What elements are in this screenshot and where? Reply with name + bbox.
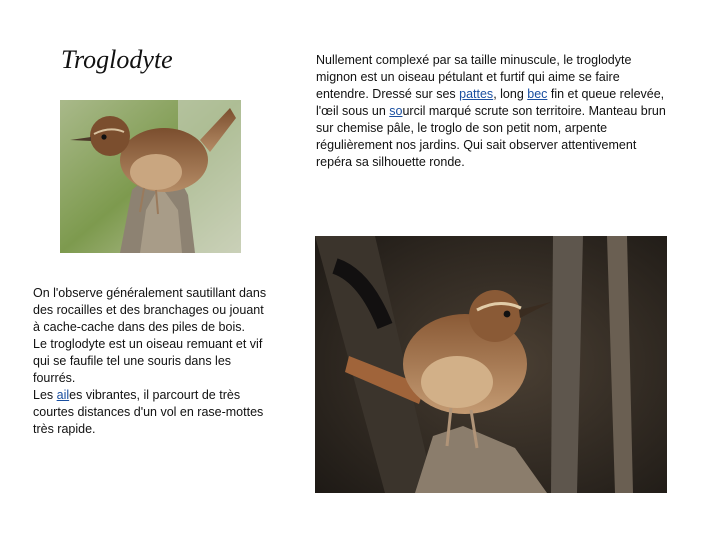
right-paragraph (316, 52, 666, 171)
left-description (33, 285, 273, 438)
wren-photo-large (315, 236, 667, 493)
wren-photo-small (60, 100, 241, 253)
right-text-4: urcil marqué scrute son territoire. Manteau brun sur chemise pâle, le troglo de son petit nom, arpente régulièrement nos jardins. Qui sait observer attentivement repéra sa silhouette ronde. (316, 104, 666, 169)
right-description (316, 52, 666, 171)
right-text-3: fin et queue relevée, l'œil sous un (316, 87, 665, 118)
right-text-2: , long (493, 87, 528, 101)
left-text-after-link: es vibrantes, il parcourt de très courtes distances d'un vol en rase-mottes très rapide. (33, 388, 264, 436)
page-title: Troglodyte (61, 45, 173, 74)
right-text-1: Nullement complexé par sa taille minuscule, le troglodyte mignon est un oiseau pétulant et furtif qui aime se faire entendre. Dressé sur ses (316, 53, 632, 101)
link-pattes[interactable]: pattes (459, 87, 494, 101)
link-ailes[interactable]: ail (56, 388, 70, 402)
link-sourcil[interactable]: so (389, 104, 403, 118)
left-paragraph-2: Le troglodyte est un oiseau remuant et vif qui se faufile tel une souris dans les fourrés. (33, 337, 263, 385)
link-bec[interactable]: bec (527, 87, 548, 101)
left-paragraph-1: On l'observe généralement sautillant dans des rocailles et des branchages ou jouant à cache-cache dans des piles de bois. (33, 286, 267, 334)
left-paragraph-3 (33, 387, 273, 438)
left-text-before-link: Les (33, 388, 57, 402)
